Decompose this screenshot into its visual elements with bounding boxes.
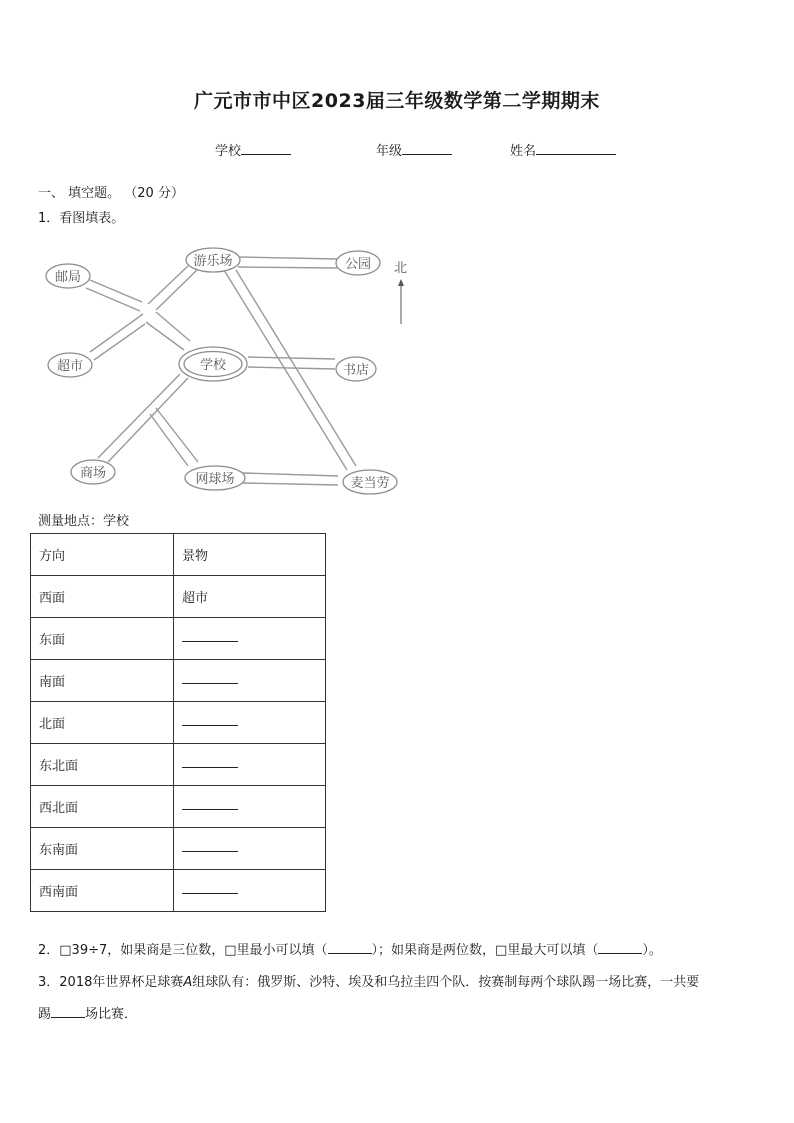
q3-text-1: 3．2018年世界杯足球赛 xyxy=(38,975,184,990)
place-label-shudian: 书店 xyxy=(342,363,370,378)
place-label-wangqiuchang: 网球场 xyxy=(195,472,235,487)
place-label-xuexiao: 学校 xyxy=(199,358,227,373)
table-row xyxy=(31,702,326,744)
place-label-chaoshi: 超市 xyxy=(56,359,84,374)
table-row xyxy=(31,828,326,870)
north-arrow xyxy=(394,261,407,324)
section-heading: 一、 填空题。 （20 分） xyxy=(38,186,184,201)
table-row xyxy=(31,660,326,702)
direction-table xyxy=(30,533,326,912)
north-label: 北 xyxy=(394,261,408,276)
grade-field xyxy=(376,140,452,159)
table-row xyxy=(31,576,326,618)
q3-text-4: 场比赛． xyxy=(85,1007,138,1022)
north-arrowhead-icon xyxy=(398,279,404,286)
answer-blank[interactable] xyxy=(182,883,238,894)
map-figure xyxy=(38,236,418,498)
answer-blank[interactable] xyxy=(182,631,238,642)
school-field xyxy=(215,140,291,159)
direction-cell: 南面 xyxy=(31,660,174,702)
direction-cell: 北面 xyxy=(31,702,174,744)
place-label-maidanglao: 麦当劳 xyxy=(350,476,390,491)
q2-text-1: 2．□39÷7，如果商是三位数，□里最小可以填（ xyxy=(38,943,328,958)
answer-blank[interactable] xyxy=(182,841,238,852)
place-label-youju: 邮局 xyxy=(54,270,82,285)
q3-group-letter: A xyxy=(183,975,193,990)
answer-blank[interactable] xyxy=(182,673,238,684)
direction-cell: 东面 xyxy=(31,618,174,660)
place-label-gongyuan: 公园 xyxy=(344,257,372,272)
place-label-youlechang: 游乐场 xyxy=(193,254,233,269)
q2-text-3: ）。 xyxy=(642,943,662,958)
grade-label: 年级 xyxy=(376,144,403,159)
place-label-shangchang: 商场 xyxy=(79,466,107,481)
answer-blank[interactable] xyxy=(182,757,238,768)
direction-cell: 东北面 xyxy=(31,744,174,786)
name-blank[interactable] xyxy=(536,141,616,155)
page-title: 广元市市中区2023届三年级数学第二学期期末 xyxy=(194,90,600,112)
question-3 xyxy=(38,967,768,1031)
grade-blank[interactable] xyxy=(402,141,452,155)
table-row xyxy=(31,786,326,828)
place-cell: 超市 xyxy=(174,576,326,618)
table-header-row xyxy=(31,534,326,576)
direction-cell: 西面 xyxy=(31,576,174,618)
table-row xyxy=(31,618,326,660)
direction-cell: 西南面 xyxy=(31,870,174,912)
measure-point: 测量地点：学校 xyxy=(38,514,130,529)
table-row xyxy=(31,744,326,786)
table-header-direction: 方向 xyxy=(31,534,174,576)
q3-text-2: 组球队有：俄罗斯、沙特、埃及和乌拉圭四个队．按赛制每两个球队踢一场比赛，一共要 xyxy=(192,975,700,990)
school-label: 学校 xyxy=(215,144,242,159)
table-header-place: 景物 xyxy=(174,534,326,576)
answer-blank[interactable] xyxy=(182,715,238,726)
table-row xyxy=(31,870,326,912)
name-field xyxy=(510,140,616,159)
name-label: 姓名 xyxy=(510,144,537,159)
direction-cell: 东南面 xyxy=(31,828,174,870)
q2-blank-2[interactable] xyxy=(598,941,642,954)
q3-blank[interactable] xyxy=(51,1005,85,1018)
answer-blank[interactable] xyxy=(182,799,238,810)
question-2 xyxy=(38,936,768,966)
q2-text-2: ）；如果商是两位数，□里最大可以填（ xyxy=(371,943,599,958)
q3-text-3: 踢 xyxy=(38,1007,52,1022)
school-blank[interactable] xyxy=(241,141,291,155)
direction-cell: 西北面 xyxy=(31,786,174,828)
q2-blank-1[interactable] xyxy=(328,941,372,954)
question-1-prompt: 1．看图填表。 xyxy=(38,211,125,226)
